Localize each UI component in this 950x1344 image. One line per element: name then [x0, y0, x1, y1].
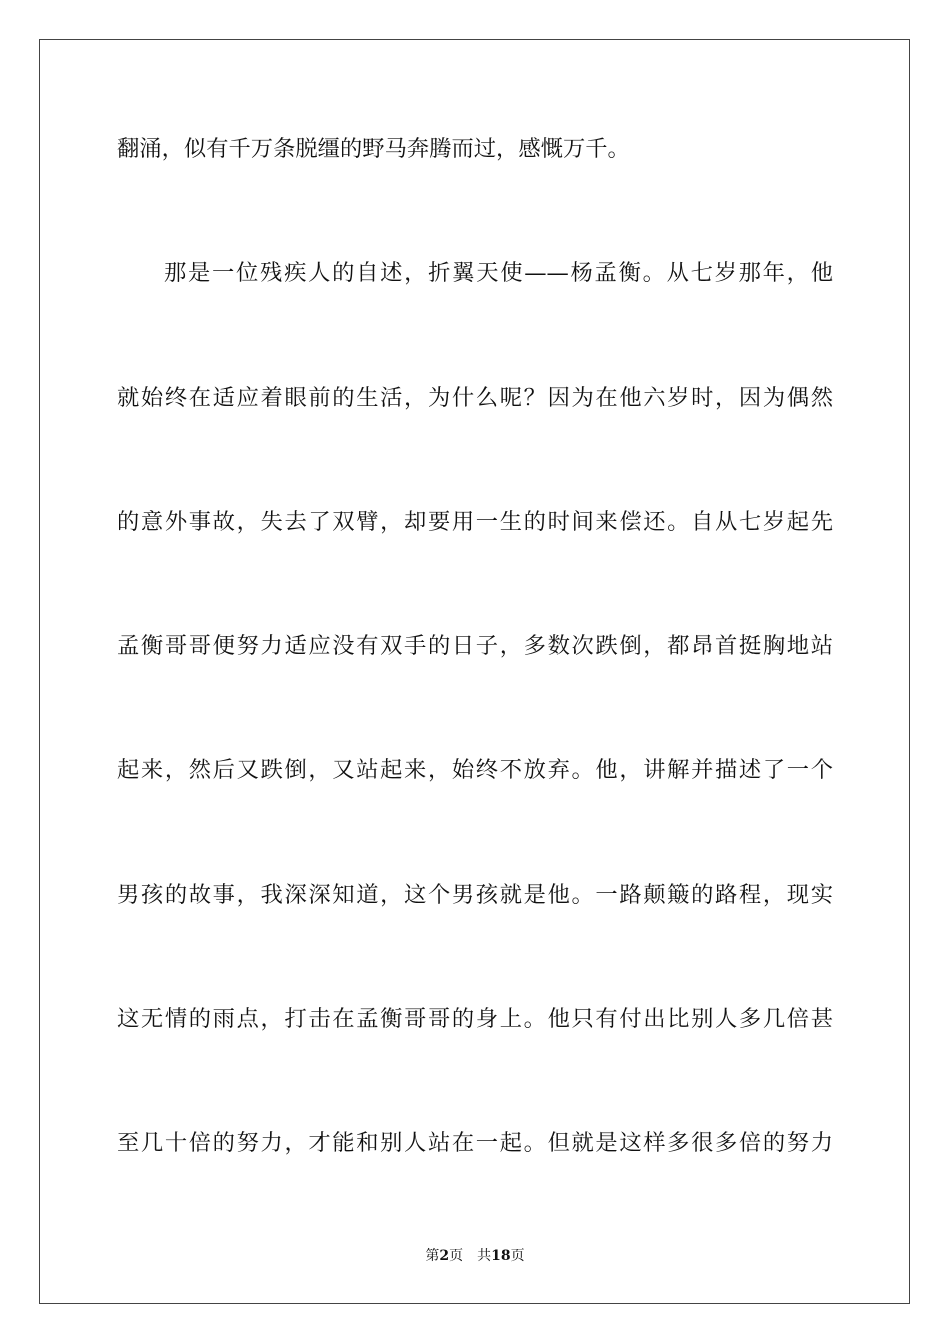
page-suffix: 页 [449, 1248, 464, 1264]
text-line-1: 翻涌，似有千万条脱缰的野马奔腾而过，感慨万千。 [117, 136, 630, 162]
page-prefix: 第 [425, 1248, 440, 1264]
total-prefix: 共 [477, 1248, 492, 1264]
text-line-6: 起来，然后又跌倒，又站起来，始终不放弃。他，讲解并描述了一个 [117, 757, 833, 784]
text-line-8: 这无情的雨点，打击在孟衡哥哥的身上。他只有付出比别人多几倍甚 [117, 1006, 833, 1033]
text-line-5: 孟衡哥哥便努力适应没有双手的日子，多数次跌倒，都昂首挺胸地站 [117, 633, 833, 660]
document-body [117, 124, 833, 1243]
text-line-2: 那是一位残疾人的自述，折翼天使——杨孟衡。从七岁那年，他 [164, 260, 833, 287]
text-line-7: 男孩的故事，我深深知道，这个男孩就是他。一路颠簸的路程，现实 [117, 881, 833, 908]
total-suffix: 页 [510, 1248, 525, 1264]
total-pages: 18 [491, 1248, 511, 1264]
page-footer [0, 1246, 950, 1266]
page-number: 2 [439, 1248, 450, 1264]
text-line-4: 的意外事故，失去了双臂，却要用一生的时间来偿还。自从七岁起先 [117, 508, 833, 535]
text-line-3: 就始终在适应着眼前的生活，为什么呢？因为在他六岁时，因为偶然 [117, 384, 833, 411]
text-line-9: 至几十倍的努力，才能和别人站在一起。但就是这样多很多倍的努力 [117, 1130, 833, 1157]
